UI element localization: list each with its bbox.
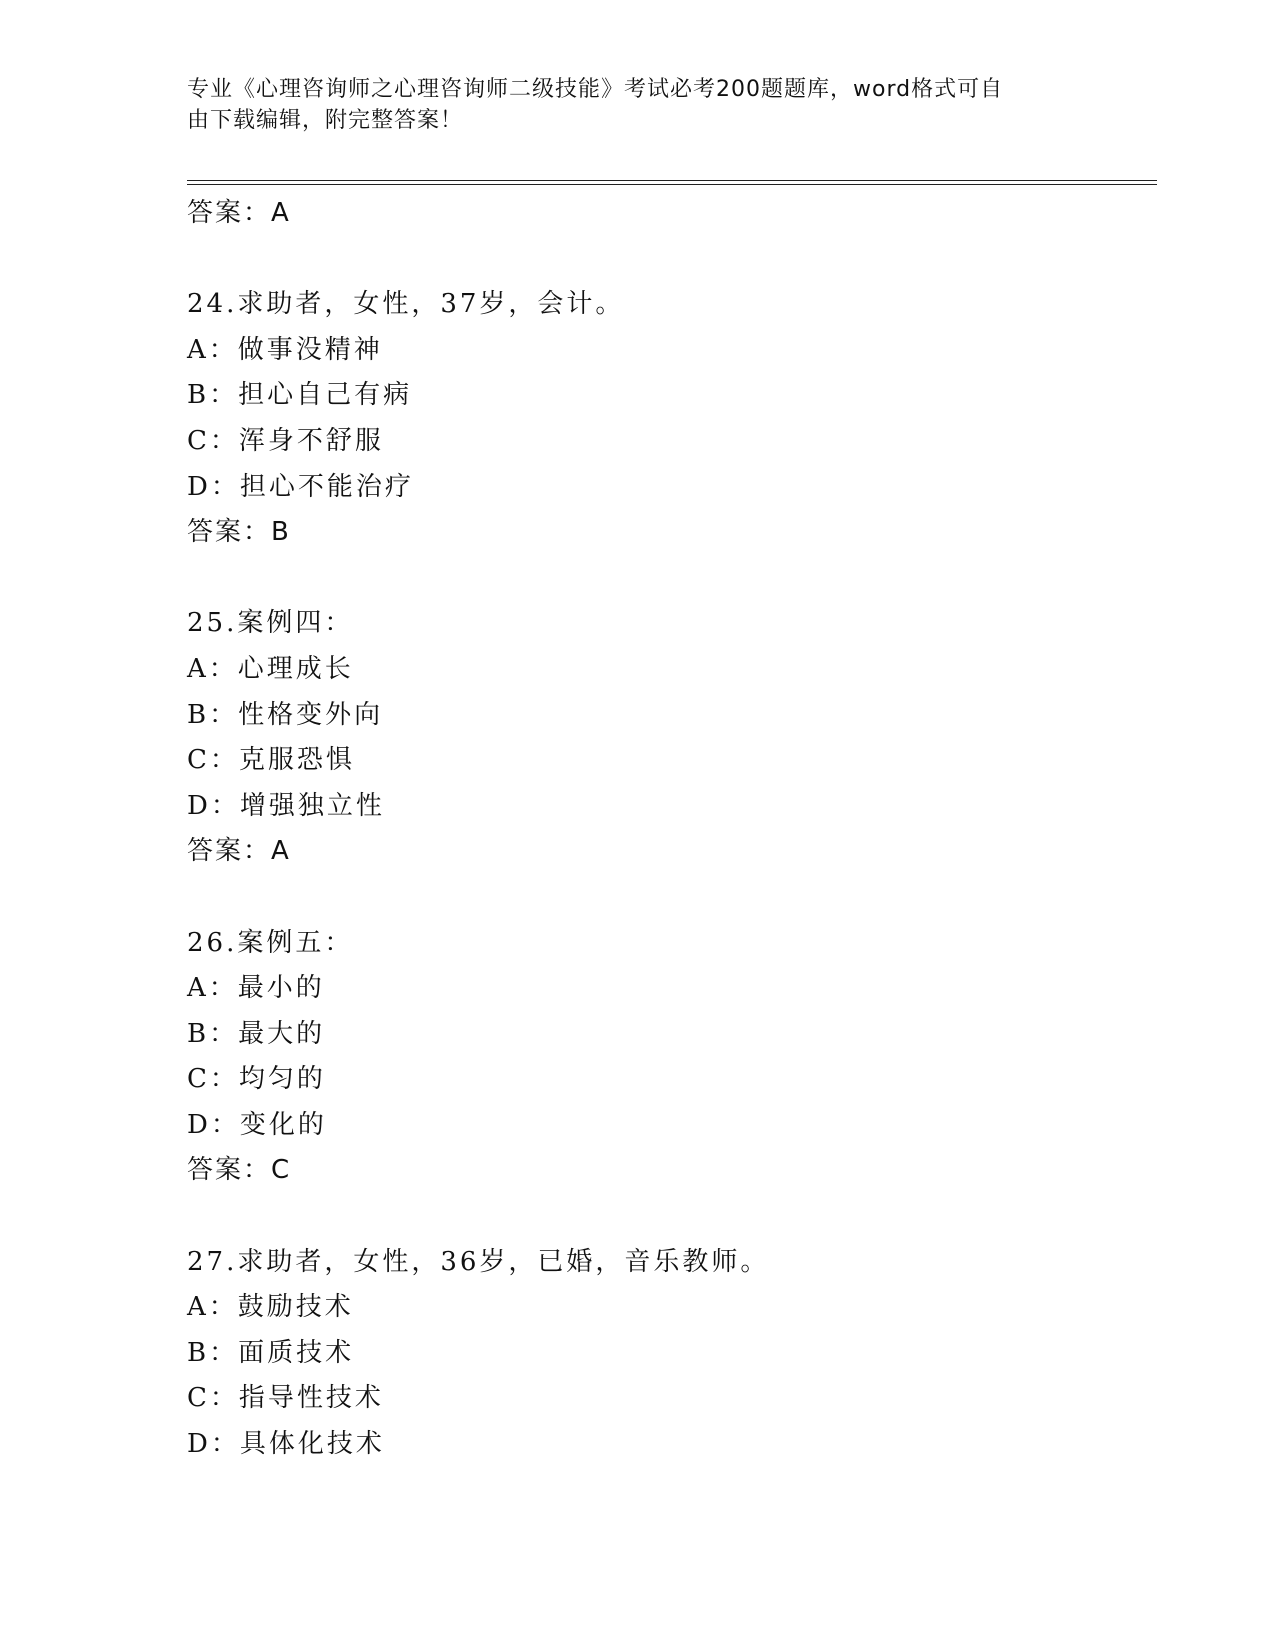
option-d: D：担心不能治疗 [187, 471, 414, 502]
header-divider-top [187, 180, 1157, 181]
option-c: C：指导性技术 [187, 1383, 384, 1414]
question-stem: 24.求助者，女性，37岁，会计。 [187, 289, 625, 320]
option-a: A：鼓励技术 [187, 1292, 354, 1323]
option-b: B：担心自己有病 [187, 380, 413, 411]
option-c: C：浑身不舒服 [187, 425, 384, 456]
question-block-27 [187, 1240, 1147, 1468]
option-d: D：变化的 [187, 1109, 327, 1140]
option-d: D：具体化技术 [187, 1429, 385, 1460]
option-b: B：最大的 [187, 1018, 326, 1049]
option-b: B：性格变外向 [187, 699, 384, 730]
question-block-26 [187, 921, 1147, 1195]
answer-line: 答案：B [187, 517, 291, 548]
answer-line: 答案：A [187, 836, 291, 867]
option-c: C：均匀的 [187, 1064, 326, 1095]
document-header [187, 74, 1087, 136]
option-a: A：做事没精神 [187, 334, 383, 365]
option-a: A：最小的 [187, 973, 325, 1004]
option-a: A：心理成长 [187, 653, 354, 684]
spacer [187, 1194, 1147, 1240]
spacer [187, 875, 1147, 921]
answer-line: 答案：C [187, 1155, 292, 1186]
question-block-25 [187, 601, 1147, 875]
spacer [187, 556, 1147, 602]
header-divider-bottom [187, 184, 1157, 185]
question-stem: 27.求助者，女性，36岁，已婚，音乐教师。 [187, 1246, 770, 1277]
header-line-2: 由下载编辑，附完整答案！ [187, 108, 464, 133]
spacer [187, 237, 1147, 283]
question-stem: 26.案例五： [187, 927, 354, 958]
question-stem: 25.案例四： [187, 608, 354, 639]
question-block-24 [187, 282, 1147, 556]
option-b: B：面质技术 [187, 1337, 355, 1368]
question-list [187, 191, 1147, 1468]
header-line-1: 专业《心理咨询师之心理咨询师二级技能》考试必考200题题库，word格式可自 [187, 77, 1004, 102]
answer-line: 答案：A [187, 198, 291, 228]
option-d: D：增强独立性 [187, 790, 385, 821]
option-c: C：克服恐惧 [187, 745, 355, 776]
